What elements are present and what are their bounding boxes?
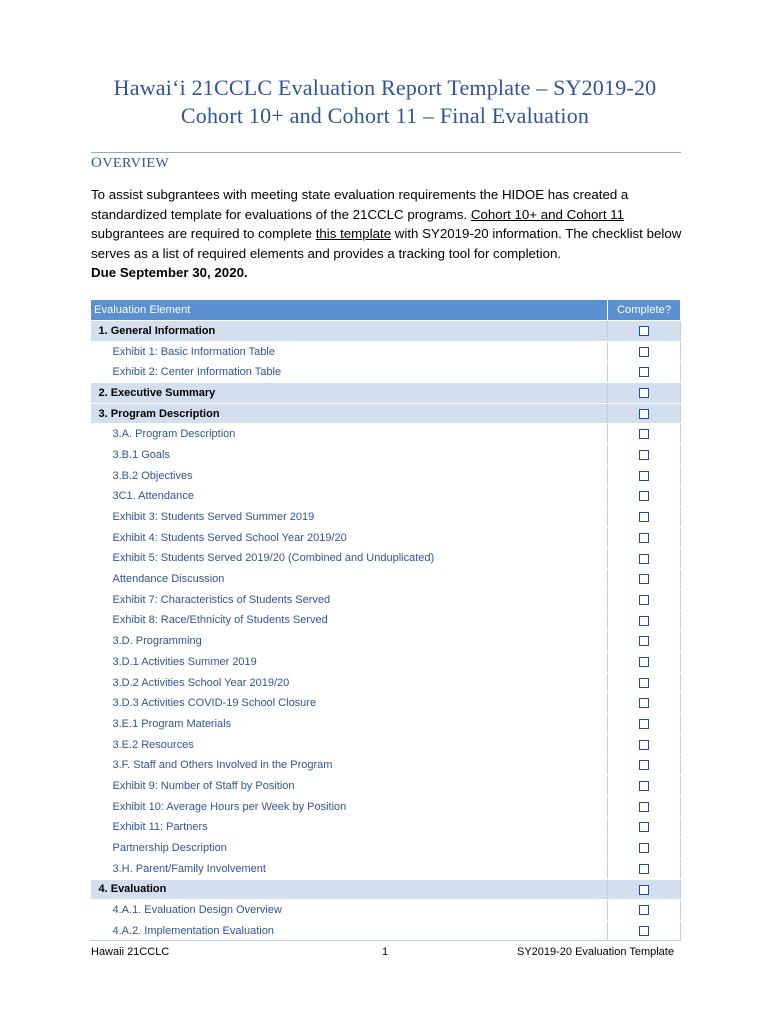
title-line-2: Cohort 10+ and Cohort 11 – Final Evaluation xyxy=(180,103,590,128)
complete-cell xyxy=(608,569,681,590)
row-label: Exhibit 1: Basic Information Table xyxy=(91,341,608,362)
complete-checkbox[interactable] xyxy=(639,409,649,419)
row-label: Exhibit 9: Number of Staff by Position xyxy=(91,776,608,797)
checklist-row xyxy=(91,341,681,362)
complete-cell xyxy=(608,341,681,362)
checklist-row xyxy=(91,507,681,528)
complete-checkbox[interactable] xyxy=(639,657,649,667)
checklist-row xyxy=(91,920,681,941)
row-label: 3.B.1 Goals xyxy=(91,445,608,466)
row-label: 2. Executive Summary xyxy=(91,383,608,404)
complete-checkbox[interactable] xyxy=(639,843,649,853)
complete-cell xyxy=(608,383,681,404)
column-header-element: Evaluation Element xyxy=(91,300,608,321)
complete-checkbox[interactable] xyxy=(639,388,649,398)
complete-cell xyxy=(608,548,681,569)
row-label: 3.D.3 Activities COVID-19 School Closure xyxy=(91,693,608,714)
complete-checkbox[interactable] xyxy=(639,740,649,750)
checklist-row xyxy=(91,527,681,548)
checklist-row xyxy=(91,631,681,652)
complete-checkbox[interactable] xyxy=(639,326,649,336)
overview-heading-initial: O xyxy=(91,155,103,171)
row-label: Exhibit 11: Partners xyxy=(91,817,608,838)
evaluation-checklist-table xyxy=(90,299,681,942)
complete-checkbox[interactable] xyxy=(639,595,649,605)
checklist-row xyxy=(91,362,681,383)
checklist-row xyxy=(91,693,681,714)
checklist-row xyxy=(91,610,681,631)
complete-cell xyxy=(608,589,681,610)
row-label: 3.E.2 Resources xyxy=(91,734,608,755)
section-row xyxy=(91,879,681,900)
row-label: 3.F. Staff and Others Involved in the Program xyxy=(91,755,608,776)
checklist-row xyxy=(91,672,681,693)
section-row xyxy=(91,403,681,424)
complete-cell xyxy=(608,734,681,755)
complete-cell xyxy=(608,693,681,714)
row-label: Exhibit 2: Center Information Table xyxy=(91,362,608,383)
overview-text-1: To assist subgrantees with meeting state evaluation requirements the HIDOE has created a standardized template for evaluations of the 21CCLC programs. xyxy=(91,187,629,222)
checklist-row xyxy=(91,817,681,838)
column-header-complete: Complete? xyxy=(608,300,681,321)
complete-cell xyxy=(608,321,681,342)
complete-cell xyxy=(608,838,681,859)
row-label: 3.D.2 Activities School Year 2019/20 xyxy=(91,672,608,693)
complete-checkbox[interactable] xyxy=(639,367,649,377)
title-line-1: Hawai‘i 21CCLC Evaluation Report Template – SY2019-20 xyxy=(113,75,657,100)
complete-cell xyxy=(608,920,681,941)
complete-checkbox[interactable] xyxy=(639,885,649,895)
checklist-row xyxy=(91,838,681,859)
row-label: Exhibit 7: Characteristics of Students Served xyxy=(91,589,608,610)
complete-cell xyxy=(608,424,681,445)
cohort-link: Cohort 10+ and Cohort 11 xyxy=(470,206,625,222)
complete-cell xyxy=(608,714,681,735)
complete-checkbox[interactable] xyxy=(639,781,649,791)
row-label: 3.D. Programming xyxy=(91,631,608,652)
overview-text-2: subgrantees are required to complete xyxy=(91,226,316,241)
row-label: Partnership Description xyxy=(91,838,608,859)
section-row xyxy=(91,383,681,404)
footer-left: Hawaii 21CCLC xyxy=(91,946,170,958)
row-label: Exhibit 5: Students Served 2019/20 (Combined and Unduplicated) xyxy=(91,548,608,569)
overview-heading-rest: VERVIEW xyxy=(102,156,170,171)
complete-checkbox[interactable] xyxy=(639,698,649,708)
row-label: 3.H. Parent/Family Involvement xyxy=(91,858,608,879)
row-label: 3. Program Description xyxy=(91,403,608,424)
complete-checkbox[interactable] xyxy=(639,636,649,646)
complete-cell xyxy=(608,879,681,900)
row-label: 3.E.1 Program Materials xyxy=(91,714,608,735)
complete-cell xyxy=(608,858,681,879)
checklist-row xyxy=(91,714,681,735)
checklist-row xyxy=(91,465,681,486)
row-label: Exhibit 3: Students Served Summer 2019 xyxy=(91,507,608,528)
checklist-row xyxy=(91,734,681,755)
page-number: 1 xyxy=(382,946,389,958)
complete-cell xyxy=(608,672,681,693)
complete-cell xyxy=(608,900,681,921)
complete-checkbox[interactable] xyxy=(639,926,649,936)
complete-cell xyxy=(608,465,681,486)
complete-checkbox[interactable] xyxy=(639,864,649,874)
row-label: 4.A.1. Evaluation Design Overview xyxy=(91,900,608,921)
complete-cell xyxy=(608,507,681,528)
complete-checkbox[interactable] xyxy=(639,822,649,832)
table-bottom-border xyxy=(90,940,681,941)
complete-cell xyxy=(608,796,681,817)
complete-cell xyxy=(608,527,681,548)
table-header-row xyxy=(91,300,681,321)
complete-checkbox[interactable] xyxy=(639,471,649,481)
complete-cell xyxy=(608,817,681,838)
complete-checkbox[interactable] xyxy=(639,347,649,357)
document-title xyxy=(0,74,770,130)
row-label: 3.B.2 Objectives xyxy=(91,465,608,486)
complete-checkbox[interactable] xyxy=(639,760,649,770)
checklist-row xyxy=(91,796,681,817)
complete-checkbox[interactable] xyxy=(639,512,649,522)
row-label: 3C1. Attendance xyxy=(91,486,608,507)
checklist-row xyxy=(91,486,681,507)
row-label: Exhibit 10: Average Hours per Week by Position xyxy=(91,796,608,817)
row-label: 4. Evaluation xyxy=(91,879,608,900)
complete-checkbox[interactable] xyxy=(639,905,649,915)
row-label: 1. General Information xyxy=(91,321,608,342)
complete-checkbox[interactable] xyxy=(639,616,649,626)
overview-text-3: with SY2019-20 information. The checklist below serves as a list of required elements and provides a tracking tool for completion. xyxy=(91,226,682,261)
complete-checkbox[interactable] xyxy=(639,429,649,439)
template-link[interactable]: this template xyxy=(315,226,392,241)
complete-cell xyxy=(608,610,681,631)
row-label: 3.A. Program Description xyxy=(91,424,608,445)
overview-paragraph xyxy=(91,185,683,283)
footer-right: SY2019-20 Evaluation Template xyxy=(517,946,674,958)
checklist-row xyxy=(91,776,681,797)
overview-heading xyxy=(91,155,681,172)
checklist-row xyxy=(91,755,681,776)
due-date: Due September 30, 2020. xyxy=(91,265,248,280)
checklist-row xyxy=(91,900,681,921)
row-label: Exhibit 8: Race/Ethnicity of Students Served xyxy=(91,610,608,631)
checklist-row xyxy=(91,858,681,879)
checklist-row xyxy=(91,569,681,590)
complete-checkbox[interactable] xyxy=(639,802,649,812)
checklist-row xyxy=(91,589,681,610)
complete-cell xyxy=(608,403,681,424)
complete-checkbox[interactable] xyxy=(639,574,649,584)
overview-rule xyxy=(91,152,681,153)
complete-checkbox[interactable] xyxy=(639,491,649,501)
complete-cell xyxy=(608,776,681,797)
checklist-body xyxy=(91,321,681,942)
checklist-row xyxy=(91,652,681,673)
checklist-row xyxy=(91,424,681,445)
row-label: 3.D.1 Activities Summer 2019 xyxy=(91,652,608,673)
complete-checkbox[interactable] xyxy=(639,533,649,543)
checklist-row xyxy=(91,445,681,466)
section-row xyxy=(91,321,681,342)
checklist-row xyxy=(91,548,681,569)
complete-checkbox[interactable] xyxy=(639,554,649,564)
row-label: Attendance Discussion xyxy=(91,569,608,590)
row-label: Exhibit 4: Students Served School Year 2019/20 xyxy=(91,527,608,548)
complete-cell xyxy=(608,362,681,383)
complete-cell xyxy=(608,486,681,507)
complete-checkbox[interactable] xyxy=(639,719,649,729)
complete-cell xyxy=(608,631,681,652)
complete-cell xyxy=(608,652,681,673)
row-label: 4.A.2. Implementation Evaluation xyxy=(91,920,608,941)
complete-checkbox[interactable] xyxy=(639,678,649,688)
complete-checkbox[interactable] xyxy=(639,450,649,460)
complete-cell xyxy=(608,755,681,776)
complete-cell xyxy=(608,445,681,466)
